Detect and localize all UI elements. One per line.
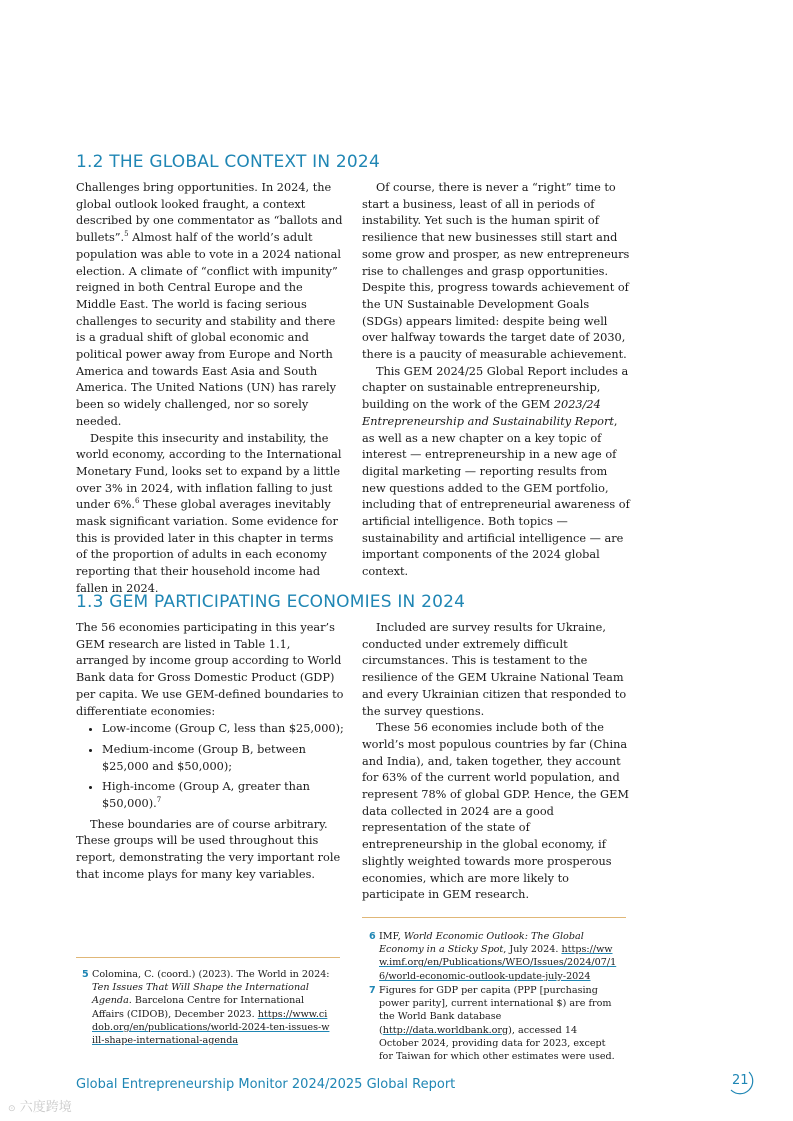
paragraph: These 56 economies include both of the world’s most populous countries by far (China and India), and, taken together, they account for 63% of the current world population, and represent 78% of global GDP. Hence, the GEM data collected in 2024 are a good representation of the state of entrepreneurship in the global economy, if slightly weighted towards more prosperous economies, which are more likely to participate in GEM research. <box>362 721 629 902</box>
footnote-number: 7 <box>369 985 376 996</box>
footnote-ref[interactable]: 5 <box>124 230 129 239</box>
footnote-ref[interactable]: 7 <box>156 796 162 805</box>
paragraph: These boundaries are of course arbitrary. These groups will be used throughout this report, demonstrating the very important role that income plays for many key variables. <box>76 817 341 881</box>
paragraph: Despite this insecurity and instability, the world economy, according to the International Monetary Fund, looks set to expand by a little over 3% in 2024, with inflation falling to just under 6%.$^6$ These global averages inevitably mask significant variation. Some evidence for this is provided later in this chapter in terms of the proportion of adults in each economy reporting that their household income had fallen in 2024. <box>76 431 342 595</box>
list-item: • Low-income (Group C, less than $25,000); <box>102 721 346 738</box>
section-heading-1-3: 1.3 GEM PARTICIPATING ECONOMIES IN 2024 <box>76 592 466 612</box>
paragraph: Of course, there is never a “right” time to start a business, least of all in periods of instability. Yet such is the human spirit of resilience that new businesses still start and some grow and prosper, as new entrepreneurs rise to challenges and grasp opportunities. Despite this, progress towards achievement of the UN Sustainable Development Goals (SDGs) appears limited: despite being well over halfway towards the target date of 2030, there is a paucity of measurable achievement. <box>362 181 630 362</box>
page-number: 21 <box>732 1073 749 1088</box>
footnote-7: 7 Figures for GDP per capita (PPP [purchasing power parity], current international $) are from the World Bank database (http://data.worldbank.org), accessed 14 October 2024, providing data for 2023, except for Taiwan for which other estimates were used. <box>369 985 615 1063</box>
paragraph: Challenges bring opportunities. In 2024, the global outlook looked fraught, a context described by one commentator as “ballots and bullets”.$^5$ Almost half of the world’s adult population was able to vote in a 2024 national election. A climate of “conflict with impunity” reigned in both Central Europe and the Middle East. The world is facing serious challenges to security and stability and there is a gradual shift of global economic and political power away from Europe and North America and towards East Asia and South America. The United Nations (UN) has rarely been so widely challenged, nor so sorely needed. <box>76 181 343 428</box>
watermark-logo-icon: ⊙ <box>8 1104 16 1114</box>
footnote-6: 6 IMF, World Economic Outlook: The Global Economy in a Sticky Spot, July 2024. https://www.imf.org/en/Publications/WEO/Issues/2024/07/16/world-economic-outlook-update-july-2024 <box>369 931 617 982</box>
footnote-number: 5 <box>82 969 89 980</box>
section-heading-1-2: 1.2 THE GLOBAL CONTEXT IN 2024 <box>76 152 380 172</box>
page-number-badge <box>727 1068 757 1098</box>
footnote-5: 5 Colomina, C. (coord.) (2023). The World in 2024: Ten Issues That Will Shape the International Agenda. Barcelona Centre for International Affairs (CIDOB), December 2023. https://www.cidob.org/en/publications/world-2024-ten-issues-will-shape-international-agenda <box>82 969 330 1047</box>
list-item: • High-income (Group A, greater than $50,000).$^7$ <box>102 779 346 812</box>
section-1-2-left-column <box>76 180 346 598</box>
section-1-2-right-column <box>362 180 630 581</box>
income-group-list <box>76 721 346 813</box>
paragraph: Included are survey results for Ukraine, conducted under extremely difficult circumstances. This is testament to the resilience of the GEM Ukraine National Team and every Ukrainian citizen that responded to the survey questions. <box>362 621 627 718</box>
footnote-divider <box>362 917 626 918</box>
section-1-3-left-column <box>76 620 346 884</box>
footnote-link[interactable]: https://www.cidob.org/en/publications/world-2024-ten-issues-will-shape-international-agenda <box>92 1008 330 1047</box>
paragraph: This GEM 2024/25 Global Report includes a chapter on sustainable entrepreneurship, building on the work of the GEM 2023/24 Entrepreneurship and Sustainability Report, as well as a new chapter on a key topic of interest — entrepreneurship in a new age of digital marketing — reporting results from new questions added to the GEM portfolio, including that of entrepreneurial awareness of artificial intelligence. Both topics — sustainability and artificial intelligence — are important components of the 2024 global context. <box>362 364 630 579</box>
watermark: ⊙ 六度跨境 <box>8 1100 72 1115</box>
footnote-link[interactable]: http://data.worldbank.org <box>382 1024 509 1036</box>
footer-report-title: Global Entrepreneurship Monitor 2024/2025 Global Report <box>76 1077 456 1092</box>
list-item: • Medium-income (Group B, between $25,000 and $50,000); <box>102 742 346 775</box>
footnote-ref[interactable]: 6 <box>134 497 140 506</box>
footnote-link[interactable]: https://www.imf.org/en/Publications/WEO/Issues/2024/07/16/world-economic-outlook-update-july-2024 <box>379 944 617 982</box>
section-1-3-right-column <box>362 620 630 904</box>
footnote-divider <box>76 957 340 958</box>
footnote-number: 6 <box>369 931 376 942</box>
paragraph: The 56 economies participating in this year’s GEM research are listed in Table 1.1, arranged by income group according to World Bank data for Gross Domestic Product (GDP) per capita. We use GEM-defined boundaries to differentiate economies: <box>76 621 344 718</box>
